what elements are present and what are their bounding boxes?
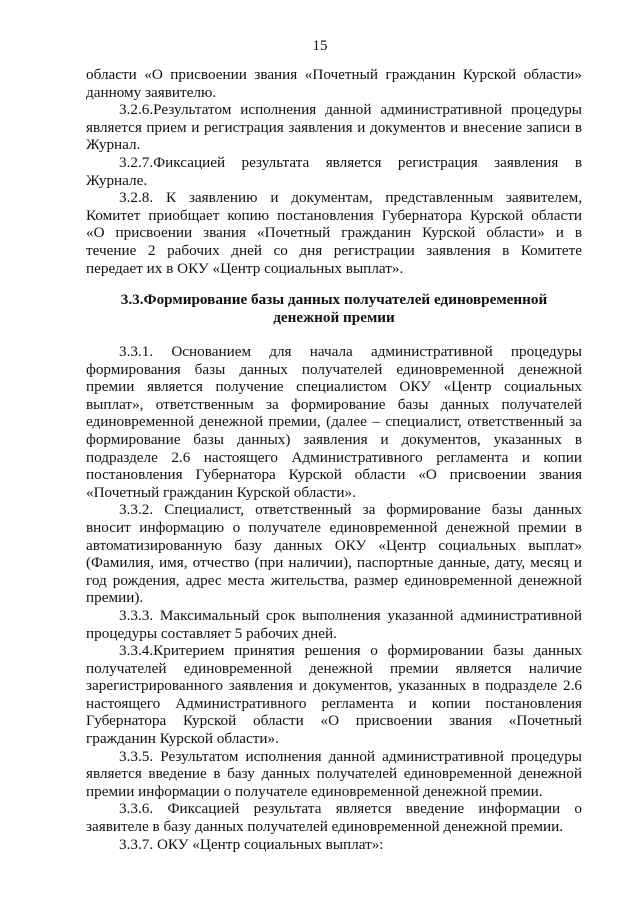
section-heading <box>86 291 582 326</box>
text-line: «Почетный гражданин Курской области». <box>86 483 356 501</box>
section-heading-line-2: денежной премии <box>273 308 395 326</box>
paragraph-p-3-2-7 <box>86 154 582 189</box>
paragraph-p-3-2-8 <box>86 189 582 277</box>
text-line: 3.3.1. Основанием для начала административной процедуры <box>119 343 582 360</box>
text-line: настоящего Административного регламента и копии постановления <box>86 694 582 712</box>
text-line: единовременной денежной премии, (далее – специалист, ответственный за <box>86 413 582 431</box>
text-line: «О присвоении звания «Почетный гражданин Курской области» и в <box>86 224 582 242</box>
text-line: автоматизированную базу данных ОКУ «Центр социальных выплат» <box>86 536 582 554</box>
text-line: формирования базы данных получателей единовременной денежной <box>86 360 582 378</box>
text-line: формирование базы данных) заявления и документов, указанных в <box>86 430 582 448</box>
paragraph-p-3-3-2 <box>86 501 582 607</box>
paragraph-p-3-3-3 <box>86 607 582 642</box>
text-line: зарегистрированного заявления и документов, указанных в подразделе 2.6 <box>86 677 582 695</box>
text-line: течение 2 рабочих дней со дня регистрации заявления в Комитете <box>86 241 582 259</box>
text-line: 3.2.7.Фиксацией результата является регистрация заявления в <box>119 153 582 171</box>
text-line: выплат», ответственным за формирование базы данных получателей <box>86 395 582 413</box>
text-line: 3.3.5. Результатом исполнения данной административной процедуры <box>119 747 582 765</box>
text-line: области «О присвоении звания «Почетный гражданин Курской области» <box>86 66 582 83</box>
section-heading-line-1: 3.3.Формирование базы данных получателей единовременной <box>120 291 548 308</box>
text-line: подразделе 2.6 настоящего Административного регламента и копии <box>86 448 582 466</box>
text-line: 3.3.6. Фиксацией результата является введение информации о <box>119 800 582 818</box>
text-line: 3.3.3. Максимальный срок выполнения указанной административной <box>119 606 582 624</box>
text-line: передает их в ОКУ «Центр социальных выплат». <box>86 259 404 277</box>
text-line: процедуры составляет 5 рабочих дней. <box>86 624 337 642</box>
text-line: (Фамилия, имя, отчество (при наличии), паспортные данные, дату, месяц и <box>86 554 582 572</box>
text-line: премии). <box>86 589 144 607</box>
text-line: постановления Губернатора Курской области «О присвоении звания <box>86 466 582 484</box>
page-number: 15 <box>312 38 328 54</box>
text-line: 3.2.8. К заявлению и документам, представленным заявителем, <box>119 189 582 207</box>
text-line: Журнал. <box>86 136 141 154</box>
paragraph-p-3-3-5 <box>86 748 582 801</box>
paragraph-p-3-3-7 <box>86 836 582 854</box>
bottom-text-block <box>86 343 582 853</box>
text-line: получателей единовременной денежной премии является наличие <box>86 659 582 677</box>
text-line: является введение в базу данных получателей единовременной денежной <box>86 765 582 783</box>
text-line: данному заявителю. <box>86 83 217 101</box>
text-line: заявителе в базу данных получателей единовременной денежной премии. <box>86 818 563 836</box>
paragraph-p-continuation <box>86 66 582 101</box>
text-line: 3.3.7. ОКУ «Центр социальных выплат»: <box>119 835 384 853</box>
text-line: Губернатора Курской области «О присвоении звания «Почетный <box>86 712 582 730</box>
text-line: 3.3.2. Специалист, ответственный за формирование базы данных <box>119 501 582 519</box>
text-line: Журнале. <box>86 171 148 189</box>
text-line: гражданин Курской области». <box>86 730 279 748</box>
top-text-block <box>86 66 582 277</box>
text-line: год рождения, адрес места жительства, размер единовременной денежной <box>86 571 582 589</box>
paragraph-p-3-3-6 <box>86 800 582 835</box>
text-line: 3.3.4.Критерием принятия решения о формировании базы данных <box>119 642 582 660</box>
text-line: вносит информацию о получателе единовременной денежной премии в <box>86 518 582 536</box>
text-line: премии является получение специалистом ОКУ «Центр социальных <box>86 378 582 396</box>
text-line: Комитет приобщает копию постановления Губернатора Курской области <box>86 206 582 224</box>
text-line: является прием и регистрация заявления и документов и внесение записи в <box>86 118 582 136</box>
text-line: 3.2.6.Результатом исполнения данной административной процедуры <box>119 101 582 119</box>
paragraph-p-3-3-4 <box>86 642 582 748</box>
paragraph-p-3-3-1 <box>86 343 582 501</box>
paragraph-p-3-2-6 <box>86 101 582 154</box>
text-line: премии информации о получателе единовременной денежной премии. <box>86 782 543 800</box>
